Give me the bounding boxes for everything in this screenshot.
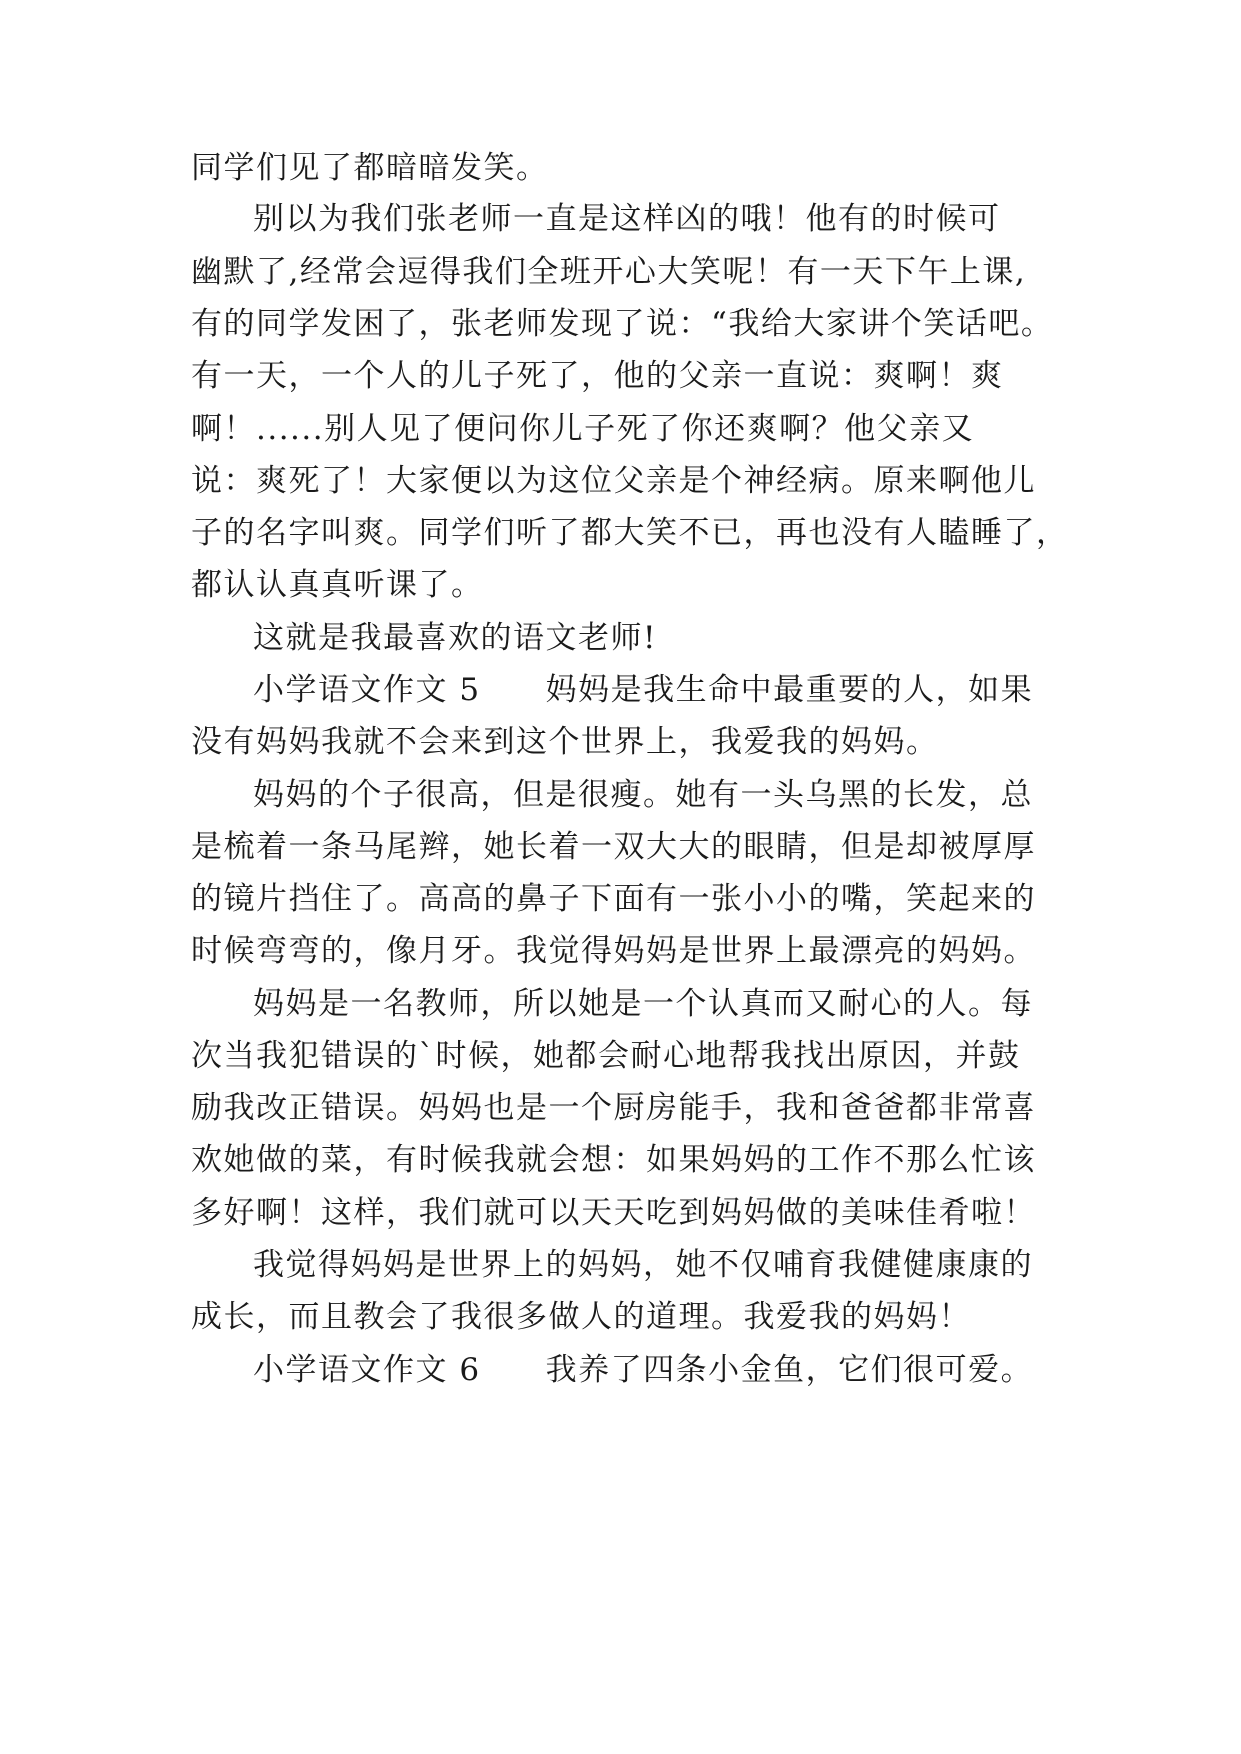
text-line: 没有妈妈我就不会来到这个世界上，我爱我的妈妈。 bbox=[191, 724, 939, 760]
text-line: 是梳着一条马尾辫，她长着一双大大的眼睛，但是却被厚厚 bbox=[191, 829, 1036, 865]
text-line: 啊！......别人见了便问你儿子死了你还爽啊？他父亲又 bbox=[191, 411, 975, 447]
text-line: 别以为我们张老师一直是这样凶的哦！他有的时候可 bbox=[253, 201, 1001, 237]
text-line: 励我改正错误。妈妈也是一个厨房能手，我和爸爸都非常喜 bbox=[191, 1090, 1036, 1126]
essay-heading-6: 小学语文作文 6 我养了四条小金鱼，它们很可爱。 bbox=[253, 1352, 1034, 1388]
text-line: 幽默了,经常会逗得我们全班开心大笑呢！有一天下午上课, bbox=[191, 254, 1027, 290]
text-line: 的镜片挡住了。高高的鼻子下面有一张小小的嘴，笑起来的 bbox=[191, 881, 1036, 917]
text-line: 有的同学发困了，张老师发现了说：“我给大家讲个笑话吧。 bbox=[191, 306, 1054, 342]
text-line: 说：爽死了！大家便以为这位父亲是个神经病。原来啊他儿 bbox=[191, 463, 1036, 499]
text-line: 多好啊！这样，我们就可以天天吃到妈妈做的美味佳肴啦！ bbox=[191, 1195, 1036, 1231]
text-line: 我觉得妈妈是世界上的妈妈，她不仅哺育我健健康康的 bbox=[253, 1247, 1033, 1283]
text-line: 子的名字叫爽。同学们听了都大笑不已，再也没有人瞌睡了， bbox=[191, 515, 1069, 551]
text-line: 妈妈是一名教师，所以她是一个认真而又耐心的人。每 bbox=[253, 986, 1033, 1022]
text-line: 妈妈的个子很高，但是很瘦。她有一头乌黑的长发，总 bbox=[253, 777, 1033, 813]
text-line: 欢她做的菜，有时候我就会想：如果妈妈的工作不那么忙该 bbox=[191, 1142, 1036, 1178]
text-line: 有一天，一个人的儿子死了，他的父亲一直说：爽啊！爽 bbox=[191, 358, 1004, 394]
essay-heading-5: 小学语文作文 5 妈妈是我生命中最重要的人，如果 bbox=[253, 672, 1034, 708]
text-line: 时候弯弯的，像月牙。我觉得妈妈是世界上最漂亮的妈妈。 bbox=[191, 933, 1036, 969]
text-line: 这就是我最喜欢的语文老师! bbox=[253, 620, 657, 656]
text-line: 次当我犯错误的`时候，她都会耐心地帮我找出原因，并鼓 bbox=[191, 1038, 1021, 1074]
text-line: 都认认真真听课了。 bbox=[191, 567, 484, 603]
text-line: 同学们见了都暗暗发笑。 bbox=[191, 150, 549, 186]
text-line: 成长，而且教会了我很多做人的道理。我爱我的妈妈！ bbox=[191, 1299, 971, 1335]
